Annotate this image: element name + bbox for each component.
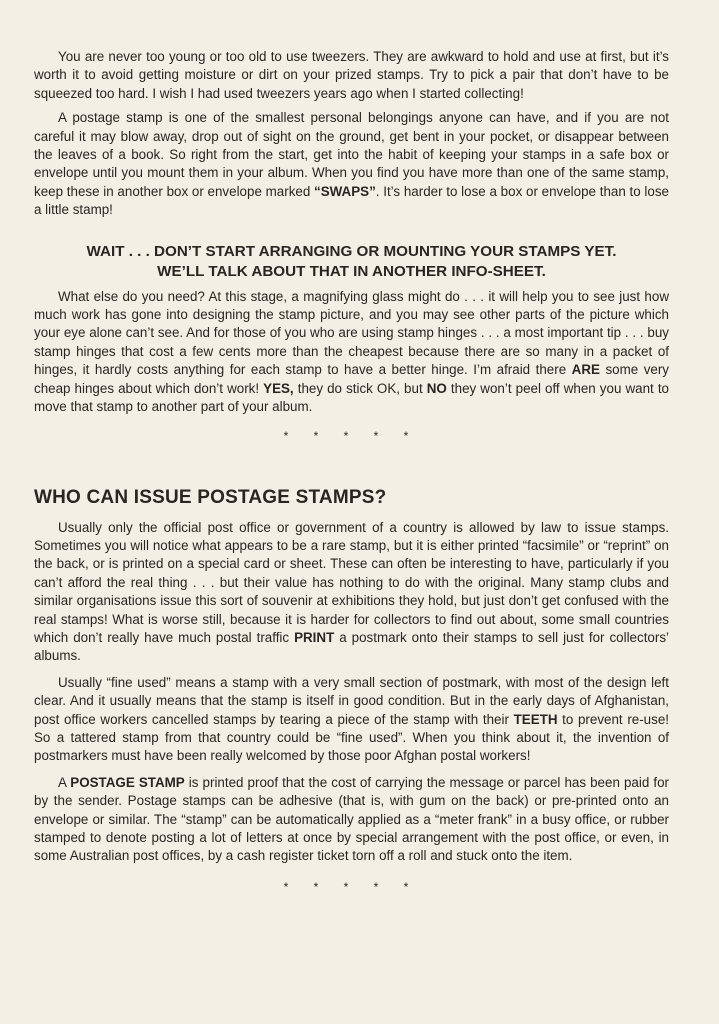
- notice-line-1: WAIT . . . DON’T START ARRANGING OR MOUNTING YOUR STAMPS YET.: [86, 242, 617, 260]
- text-run: A: [58, 774, 71, 790]
- text-run: What else do you need? At this stage, a magnifying glass might do . . . it will help you to see just how much work has gone into designing the stamp picture, and you may see other parts of the picture which your eye alone can’t see. And for those of you who are using stamp hinges . . . a most important tip . . . buy stamp hinges that cost a few cents more than the cheapest because there are so many in a packet of hinges, it hardly costs anything for each stamp to have a better hinge. I’m afraid there: [34, 288, 669, 378]
- safe-storage-paragraph: [34, 109, 669, 219]
- separator-stars: * * * * *: [283, 879, 420, 894]
- swaps-emphasis: “SWAPS”: [314, 183, 376, 199]
- text-run: some very cheap hinges about which don’t work!: [34, 362, 669, 396]
- postage-stamp-emphasis: POSTAGE STAMP: [70, 774, 185, 790]
- print-emphasis: PRINT: [294, 629, 335, 645]
- separator-stars: * * * * *: [283, 428, 420, 443]
- section-heading: WHO CAN ISSUE POSTAGE STAMPS?: [34, 486, 387, 508]
- text-run: Usually “fine used” means a stamp with a very small section of postmark, with most of the design left clear. And it usually means that the stamp is itself in good condition. But in the early days of Afghanistan, post office workers cancelled stamps by tearing a piece of the stamp with their: [34, 674, 669, 727]
- text-run: A postage stamp is one of the smallest personal belongings anyone can have, and if you are not careful it may blow away, drop out of sight on the ground, get bent in your pocket, or disappear between the leaves of a book. So right from the start, get into the habit of keeping your stamps in a safe box or envelope until you mount them in your album. When you find you have more than one of the same stamp, keep these in another box or envelope marked: [34, 110, 669, 199]
- text-run: they won’t peel off when you want to move that stamp to another part of your album.: [34, 380, 669, 415]
- fine-used-paragraph: [34, 674, 669, 766]
- text-run: . It’s harder to lose a box or envelope than to lose a little stamp!: [34, 183, 669, 218]
- magnifying-glass-paragraph: [34, 288, 669, 417]
- text-run: they do stick OK, but: [293, 380, 427, 396]
- who-issues-paragraph: [34, 519, 669, 666]
- text-run: to prevent re-use! So a tattered stamp from that country could be “fine used”. When you think about it, the invention of postmarkers must have been really welcomed by those poor Afghan postal workers!: [34, 711, 669, 764]
- text-run: a postmark onto their stamps to sell just for collectors’ albums.: [34, 629, 670, 664]
- text-run: Usually only the official post office or government of a country is allowed by law to issue stamps. Sometimes you will notice what appears to be a rare stamp, but it is either printed “facsimile” or “reprint” on the back, or is printed on a special card or sheet. These can often be interesting to have, particularly if you can’t afford the real thing . . . but their value has nothing to do with the original. Many stamp clubs and similar organisations issue this sort of souvenir at exhibitions they hold, but just don’t get confused with the real stamps! What is worse still, because it is harder for collectors to find out about, some small countries which don’t really have much postal traffic: [34, 519, 669, 645]
- text-run: is printed proof that the cost of carrying the message or parcel has been paid for by the sender. Postage stamps can be adhesive (that is, with gum on the back) or pre-printed onto an envelope or similar. The “stamp” can be automatically applied as a “meter frank” in a busy office, or rubber stamped to denote posting a lot of letters at once by special arrangement with the post office, or even, in some Australian post offices, by a cash register ticket torn off a roll and stuck onto the item.: [34, 774, 669, 864]
- are-emphasis: ARE: [571, 362, 600, 378]
- no-emphasis: NO: [426, 380, 447, 396]
- yes-emphasis: YES,: [263, 380, 294, 396]
- postage-stamp-definition-paragraph: [34, 774, 669, 866]
- tweezers-paragraph: You are never too young or too old to use tweezers. They are awkward to hold and use at first, but it’s worth it to avoid getting moisture or dirt on your prized stamps. Try to pick a pair that don’t have to be squeezed too hard. I wish I had used tweezers years ago when I started collecting!: [34, 49, 669, 101]
- notice-heading: [34, 242, 669, 282]
- notice-line-2: WE’LL TALK ABOUT THAT IN ANOTHER INFO-SHEET.: [157, 262, 546, 280]
- teeth-emphasis: TEETH: [513, 711, 558, 727]
